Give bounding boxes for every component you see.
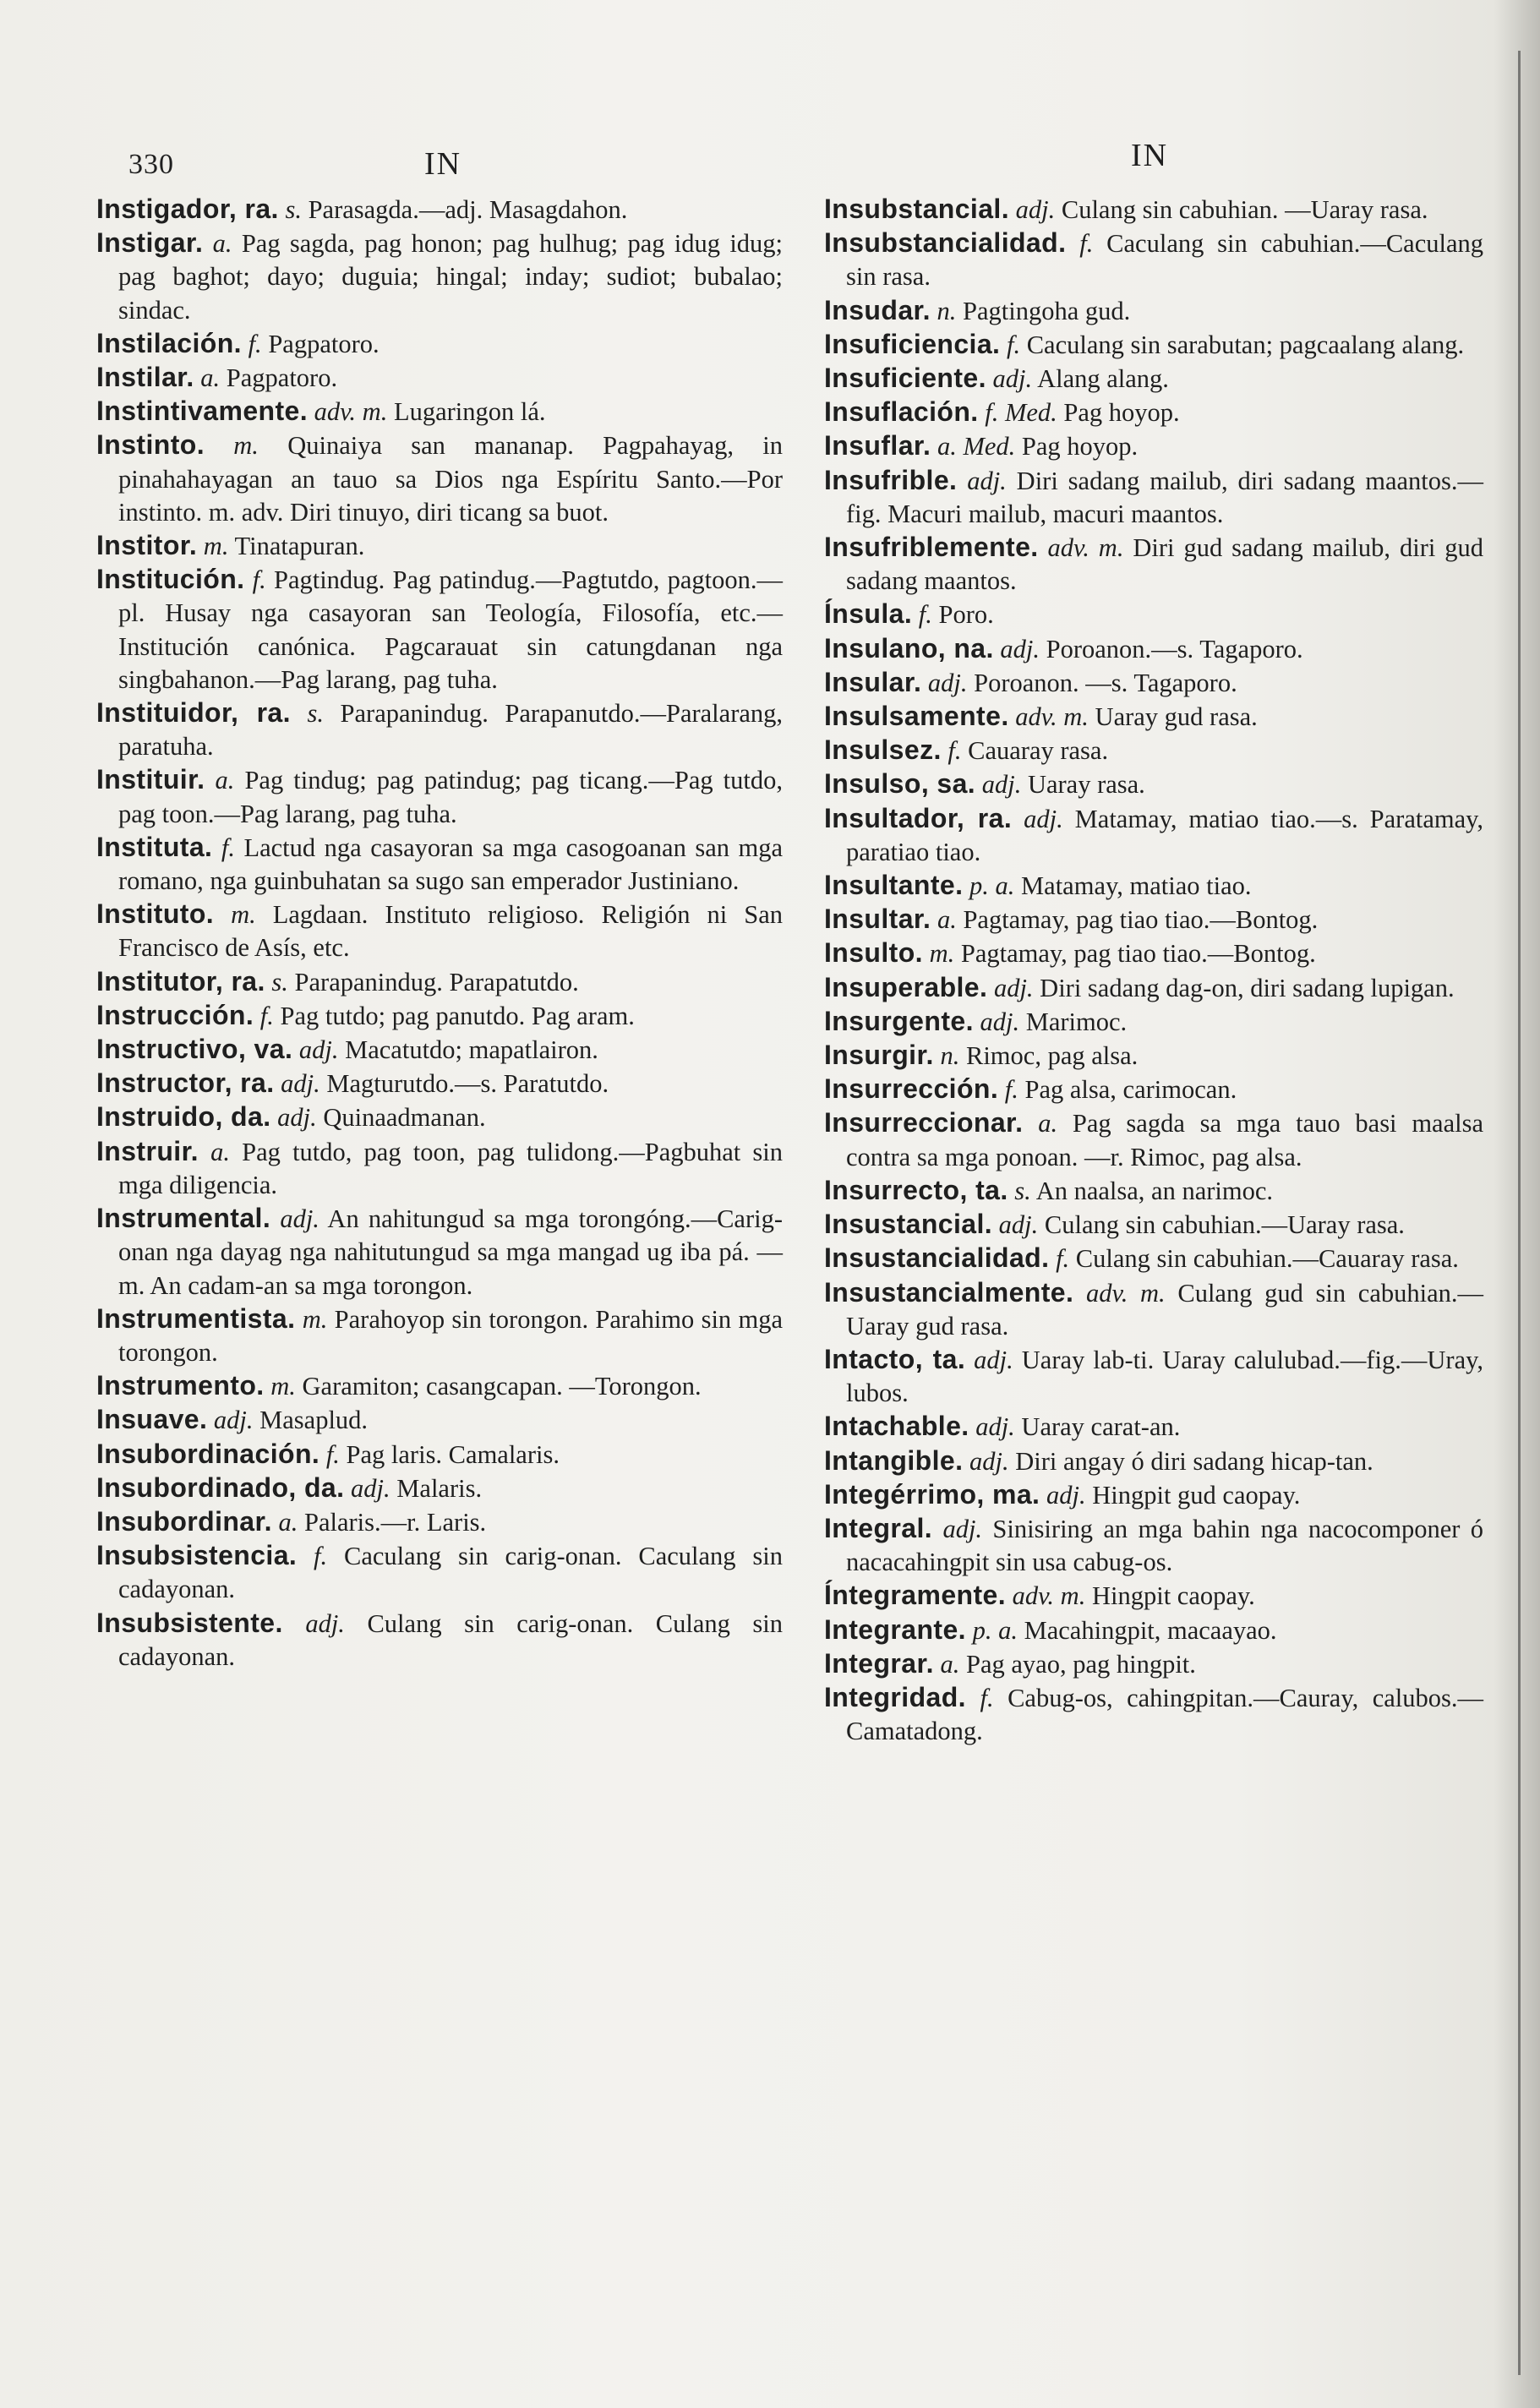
entry-headword: Insubordinar. <box>96 1505 272 1537</box>
entry-headword: Insular. <box>824 666 922 697</box>
entry-headword: Insubordinado, da. <box>96 1472 345 1503</box>
entry-definition: Poroanon. —s. Tagaporo. <box>974 668 1237 697</box>
dictionary-entry <box>96 898 783 964</box>
entry-headword: Insurgente. <box>824 1005 974 1036</box>
right-guide-word: IN <box>1131 138 1169 173</box>
dictionary-entry <box>824 1444 1483 1478</box>
dictionary-entry <box>96 361 783 395</box>
entry-headword: Insustancialmente. <box>824 1276 1074 1308</box>
entry-headword: Instrucción. <box>96 999 254 1030</box>
entry-definition: Caculang sin carig-onan. Caculang sin cadayonan. <box>118 1542 784 1604</box>
entry-definition: Lactud nga casayoran sa mga casogoanan san mga romano, nga guinbuhatan sa sugo san emperador Justiniano. <box>118 833 784 896</box>
dictionary-entry <box>96 1369 783 1403</box>
entry-headword: Instrumental. <box>96 1203 271 1234</box>
entry-headword: Insudar. <box>824 294 931 325</box>
dictionary-entry <box>824 802 1483 869</box>
dictionary-entry <box>96 1505 783 1539</box>
entry-definition: Garamiton; casangcapan. —Torongon. <box>302 1372 702 1401</box>
entry-grammar: adj. <box>998 1210 1039 1240</box>
entry-definition: Parapanindug. Parapatutdo. <box>294 967 579 997</box>
entry-definition: Pag ayao, pag hingpit. <box>966 1649 1196 1679</box>
entry-headword: Integrar. <box>824 1647 934 1679</box>
dictionary-entry <box>824 936 1483 970</box>
entry-grammar: adj. <box>280 1204 319 1234</box>
entry-definition: Pag sagda sa mga tauo basi maalsa contra sa mga ponoan. —r. Rimoc, pag alsa. <box>846 1109 1483 1171</box>
entry-definition: Pag sagda, pag honon; pag hulhug; pag idug idug; pag baghot; dayo; duguia; hingal; inday; sudiot; bubalao; sindac. <box>118 229 784 325</box>
page-edge-shadow <box>1518 51 1521 2375</box>
entry-grammar: adj. <box>980 1007 1020 1036</box>
entry-definition: Pagtindug. Pag patindug.—Pagtutdo, pagtoon.—pl. Husay nga casayoran san Teología, Filosofía, etc.—Institución canónica. Pagcarauat sin catungdanan nga singbahanon.—Pag larang, pag tuha. <box>118 565 783 694</box>
dictionary-entry <box>96 563 783 696</box>
entry-headword: Insuflar. <box>824 430 931 461</box>
entry-headword: Insulso, sa. <box>824 768 976 800</box>
dictionary-entry <box>824 1208 1483 1242</box>
entry-definition: Macatutdo; mapatlairon. <box>345 1035 598 1065</box>
entry-grammar: f. <box>325 1439 340 1469</box>
entry-headword: Integrante. <box>824 1614 966 1645</box>
entry-grammar: s. <box>307 699 324 729</box>
entry-definition: An nahitungud sa mga torongóng.—Carig-onan nga dayag nga nahitutungud sa mga mangad ug iba pá. —m. An cadam-an sa mga torongon. <box>118 1204 783 1300</box>
dictionary-entry <box>96 1403 783 1437</box>
entry-headword: Insulano, na. <box>824 632 994 663</box>
entry-grammar: a. <box>1038 1109 1058 1138</box>
entry-grammar: a. <box>278 1507 298 1537</box>
entry-definition: Culang sin cabuhian.—Cauaray rasa. <box>1075 1244 1459 1274</box>
entry-grammar: f. <box>314 1542 328 1571</box>
entry-definition: Culang sin carig-onan. Culang sin cadayonan. <box>118 1608 784 1671</box>
entry-grammar: adv. m. <box>1015 702 1089 732</box>
dictionary-entry <box>96 395 783 429</box>
entry-headword: Insubsistente. <box>96 1607 283 1638</box>
entry-headword: Instituidor, ra. <box>96 697 291 729</box>
entry-grammar: a. <box>210 1137 230 1166</box>
entry-definition: Parasagda.—adj. Masagdahon. <box>308 195 628 224</box>
entry-definition: Caculang sin sarabutan; pagcaalang alang. <box>1026 330 1465 359</box>
entry-grammar: f. <box>918 600 932 630</box>
entry-grammar: adj. <box>927 668 968 697</box>
dictionary-entry <box>824 1614 1483 1647</box>
entry-grammar: adv. m. <box>1047 533 1124 563</box>
dictionary-entry <box>96 999 783 1033</box>
entry-headword: Insultar. <box>824 904 931 935</box>
entry-headword: Insuave. <box>96 1404 208 1435</box>
entry-definition: Cabug-os, cahingpitan.—Cauray, calubos.—Camatadong. <box>846 1683 1484 1746</box>
dictionary-entry <box>824 396 1483 429</box>
entry-grammar: adv. m. <box>1012 1581 1086 1611</box>
entry-headword: Instigar. <box>96 227 204 259</box>
entry-definition: Matamay, matiao tiao. <box>1021 871 1252 901</box>
entry-headword: Insustancialidad. <box>824 1242 1050 1274</box>
entry-definition: Diri gud sadang mailub, diri gud sadang maantos. <box>846 533 1484 596</box>
dictionary-entry <box>96 831 783 898</box>
entry-definition: Uaray rasa. <box>1027 770 1145 800</box>
dictionary-entry <box>824 1073 1483 1106</box>
entry-definition: Pag laris. Camalaris. <box>346 1439 560 1469</box>
entry-definition: Caculang sin cabuhian.—Caculang sin rasa. <box>846 229 1484 292</box>
dictionary-entry <box>96 1539 783 1606</box>
entry-grammar: n. <box>937 296 957 325</box>
entry-headword: Institución. <box>96 564 245 595</box>
dictionary-entry <box>96 763 783 830</box>
entry-headword: Insufriblemente. <box>824 532 1039 563</box>
entry-definition: Pagpatoro. <box>268 329 380 358</box>
entry-definition: Pag tindug; pag patindug; pag ticang.—Pag tutdo, pag toon.—Pag larang, pag tuha. <box>118 766 783 828</box>
left-guide-word: IN <box>424 146 462 182</box>
dictionary-entry <box>824 1647 1483 1681</box>
entry-grammar: s. <box>285 195 302 224</box>
entry-grammar: f. <box>259 1001 274 1030</box>
entry-grammar: adj. <box>992 364 1033 394</box>
entry-definition: Diri angay ó diri sadang hicap-tan. <box>1015 1446 1373 1476</box>
entry-definition: Poro. <box>938 600 994 630</box>
dictionary-entry <box>96 1033 783 1067</box>
entry-definition: Masaplud. <box>259 1406 369 1435</box>
right-column <box>824 193 1483 1748</box>
entry-grammar: adj. <box>981 770 1022 800</box>
entry-grammar: adj. <box>975 1412 1015 1442</box>
dictionary-entry <box>824 700 1483 734</box>
entry-definition: Lugaringon lá. <box>393 397 546 427</box>
entry-headword: Instrumentista. <box>96 1302 296 1334</box>
entry-headword: Insurgir. <box>824 1040 934 1071</box>
dictionary-entry <box>824 328 1483 362</box>
dictionary-entry <box>824 1410 1483 1444</box>
dictionary-entry <box>824 632 1483 666</box>
entry-grammar: adj. <box>942 1514 983 1543</box>
dictionary-entry <box>824 464 1483 531</box>
entry-headword: Instigador, ra. <box>96 194 279 224</box>
entry-headword: Instruido, da. <box>96 1101 271 1133</box>
dictionary-entry <box>96 1135 783 1202</box>
entry-grammar: adj. <box>993 973 1034 1002</box>
entry-grammar: adj. <box>967 466 1007 495</box>
entry-definition: Cauaray rasa. <box>968 736 1109 766</box>
dictionary-entry <box>96 227 783 327</box>
entry-definition: Culang sin cabuhian.—Uaray rasa. <box>1044 1210 1405 1240</box>
entry-definition: Rimoc, pag alsa. <box>965 1041 1139 1071</box>
dictionary-entry <box>824 598 1483 631</box>
entry-grammar: p. a. <box>969 871 1015 901</box>
entry-definition: Alang alang. <box>1037 364 1169 394</box>
entry-headword: Insultante. <box>824 870 964 901</box>
entry-grammar: m. <box>929 939 955 969</box>
entry-headword: Insulto. <box>824 937 923 969</box>
entry-headword: Institor. <box>96 530 198 561</box>
entry-grammar: f. <box>1004 1075 1018 1105</box>
dictionary-entry <box>824 734 1483 767</box>
dictionary-entry <box>824 1106 1483 1173</box>
entry-grammar: a. <box>937 905 957 935</box>
dictionary-entry <box>96 529 783 563</box>
dictionary-entry <box>96 429 783 529</box>
entry-definition: Pag alsa, carimocan. <box>1024 1075 1237 1105</box>
entry-headword: Insuperable. <box>824 971 988 1002</box>
entry-headword: Insubstancial. <box>824 194 1009 224</box>
entry-grammar: f. <box>248 329 262 358</box>
entry-headword: Instituir. <box>96 764 205 795</box>
entry-definition: Pag hoyop. <box>1063 398 1180 428</box>
entry-headword: Instructivo, va. <box>96 1034 293 1065</box>
entry-definition: Uaray lab-ti. Uaray calulubad.—fig.—Uray, lubos. <box>846 1345 1483 1408</box>
entry-definition: Macahingpit, macaayao. <box>1024 1615 1277 1645</box>
dictionary-entry <box>96 696 783 763</box>
left-column <box>96 193 783 1674</box>
entry-grammar: adj. <box>1024 804 1063 833</box>
entry-grammar: m. <box>233 431 259 461</box>
dictionary-entry <box>96 1438 783 1472</box>
entry-grammar: adj. <box>305 1608 345 1638</box>
entry-headword: Instintivamente. <box>96 396 309 427</box>
entry-definition: Pagtamay, pag tiao tiao.—Bontog. <box>960 939 1316 969</box>
dictionary-entry <box>96 1472 783 1505</box>
entry-grammar: adj. <box>277 1103 317 1133</box>
entry-definition: Pag tutdo; pag panutdo. Pag aram. <box>280 1001 635 1030</box>
dictionary-entry <box>824 362 1483 396</box>
entry-grammar: a. <box>215 766 235 795</box>
dictionary-entry <box>824 294 1483 328</box>
entry-grammar: a. <box>200 363 221 393</box>
entry-headword: Insulsamente. <box>824 701 1009 732</box>
entry-definition: Hingpit caopay. <box>1091 1581 1255 1611</box>
entry-grammar: f. <box>252 565 266 595</box>
dictionary-entry <box>824 1276 1483 1343</box>
entry-grammar: a. <box>940 1649 960 1679</box>
entry-grammar: adj. <box>1000 634 1040 663</box>
entry-grammar: f. Med. <box>985 398 1057 428</box>
entry-headword: Integridad. <box>824 1681 966 1712</box>
entry-grammar: adj. <box>974 1345 1013 1374</box>
entry-headword: Insurrecto, ta. <box>824 1174 1008 1205</box>
dictionary-entry <box>824 1174 1483 1208</box>
entry-grammar: f. <box>1006 330 1021 359</box>
entry-headword: Insuficiencia. <box>824 328 1001 359</box>
entry-headword: Intacto, ta. <box>824 1343 966 1374</box>
entry-headword: Insuflación. <box>824 396 979 428</box>
entry-grammar: adj. <box>1046 1480 1086 1510</box>
entry-grammar: adj. <box>969 1446 1009 1476</box>
entry-definition: An naalsa, an narimoc. <box>1035 1176 1274 1205</box>
dictionary-entry <box>824 1343 1483 1410</box>
entry-headword: Intachable. <box>824 1411 969 1442</box>
dictionary-entry <box>96 1302 783 1369</box>
dictionary-entry <box>824 429 1483 463</box>
entry-grammar: f. <box>947 736 962 766</box>
entry-definition: Quinaadmanan. <box>323 1103 486 1133</box>
dictionary-entry <box>824 971 1483 1005</box>
entry-headword: Insufrible. <box>824 464 958 495</box>
entry-headword: Insurrección. <box>824 1073 999 1105</box>
entry-grammar: f. <box>1056 1244 1070 1274</box>
entry-headword: Íntegramente. <box>824 1580 1007 1611</box>
entry-grammar: n. <box>940 1041 960 1071</box>
entry-grammar: a. <box>212 229 232 259</box>
entry-headword: Instituto. <box>96 898 215 930</box>
entry-definition: Diri sadang dag-on, diri sadang lupigan. <box>1040 973 1455 1002</box>
dictionary-entry <box>96 1607 783 1674</box>
dictionary-entry <box>824 666 1483 700</box>
entry-headword: Integral. <box>824 1512 933 1543</box>
entry-definition: Magturutdo.—s. Paratutdo. <box>326 1069 609 1099</box>
entry-headword: Ínsula. <box>824 598 913 630</box>
page-number: 330 <box>128 149 174 180</box>
entry-definition: Matamay, matiao tiao.—s. Paratamay, paratiao tiao. <box>846 804 1484 866</box>
entry-grammar: adj. <box>298 1035 339 1065</box>
entry-headword: Instilación. <box>96 327 242 358</box>
dictionary-entry <box>824 1512 1483 1579</box>
entry-grammar: a. Med. <box>937 432 1016 461</box>
dictionary-entry <box>824 1242 1483 1275</box>
entry-definition: Quinaiya san mananap. Pagpahayag, in pinahahayagan an tauo sa Dios nga Espíritu Santo.—Por instinto. m. adv. Diri tinuyo, diri ticang sa buot. <box>118 431 784 527</box>
entry-headword: Insubordinación. <box>96 1438 320 1469</box>
entry-definition: Culang sin cabuhian. —Uaray rasa. <box>1061 195 1428 224</box>
entry-grammar: m. <box>302 1304 328 1334</box>
dictionary-entry <box>824 869 1483 903</box>
dictionary-entry <box>824 531 1483 598</box>
entry-definition: Pagtingoha gud. <box>963 296 1131 325</box>
entry-grammar: adv. m. <box>1085 1278 1166 1308</box>
dictionary-entry <box>824 767 1483 801</box>
entry-definition: Culang gud sin cabuhian.—Uaray gud rasa. <box>846 1278 1484 1341</box>
entry-definition: Pagpatoro. <box>226 363 338 393</box>
entry-grammar: f. <box>980 1683 994 1712</box>
entry-grammar: adj. <box>213 1406 254 1435</box>
dictionary-entry <box>824 1478 1483 1512</box>
dictionary-entry <box>824 1579 1483 1613</box>
entry-headword: Insuficiente. <box>824 363 986 394</box>
dictionary-entry <box>824 193 1483 227</box>
entry-definition: Parapanindug. Parapanutdo.—Paralarang, paratuha. <box>118 699 784 762</box>
entry-definition: Diri sadang mailub, diri sadang maantos.—fig. Macuri mailub, macuri maantos. <box>846 466 1483 528</box>
entry-headword: Insultador, ra. <box>824 802 1013 833</box>
dictionary-entry <box>824 1039 1483 1073</box>
entry-definition: Uaray carat-an. <box>1021 1412 1181 1442</box>
entry-definition: Pagtamay, pag tiao tiao.—Bontog. <box>963 905 1319 935</box>
dictionary-entry <box>96 193 783 227</box>
entry-headword: Insubsistencia. <box>96 1540 298 1571</box>
entry-grammar: p. a. <box>972 1615 1018 1645</box>
entry-grammar: m. <box>231 900 256 930</box>
entry-grammar: adj. <box>351 1473 390 1503</box>
entry-headword: Insustancial. <box>824 1209 993 1240</box>
entry-grammar: m. <box>203 532 229 561</box>
entry-grammar: s. <box>271 967 288 997</box>
entry-definition: Palaris.—r. Laris. <box>304 1507 487 1537</box>
entry-grammar: s. <box>1014 1176 1031 1205</box>
entry-definition: Pag tutdo, pag toon, pag tulidong.—Pagbuhat sin mga diligencia. <box>118 1137 783 1199</box>
entry-grammar: adj. <box>1015 195 1056 224</box>
dictionary-entry <box>824 227 1483 293</box>
entry-definition: Sinisiring an mga bahin nga nacocomponer ó nacacahingpit sin usa cabug-os. <box>846 1514 1484 1577</box>
entry-grammar: adv. m. <box>314 397 388 427</box>
entry-headword: Instinto. <box>96 429 205 461</box>
entry-headword: Institutor, ra. <box>96 965 265 997</box>
dictionary-entry <box>96 965 783 999</box>
entry-headword: Instituta. <box>96 831 213 862</box>
entry-definition: Pag hoyop. <box>1021 432 1139 461</box>
dictionary-entry <box>824 1005 1483 1039</box>
entry-grammar: f. <box>221 833 235 862</box>
entry-headword: Insurreccionar. <box>824 1107 1024 1138</box>
entry-headword: Intangible. <box>824 1444 964 1476</box>
entry-definition: Poroanon.—s. Tagaporo. <box>1046 634 1303 663</box>
dictionary-entry <box>96 1100 783 1134</box>
entry-definition: Uaray gud rasa. <box>1095 702 1258 732</box>
entry-definition: Lagdaan. Instituto religioso. Religión ni San Francisco de Asís, etc. <box>118 900 783 963</box>
entry-headword: Instrumento. <box>96 1370 265 1401</box>
entry-headword: Insubstancialidad. <box>824 227 1067 259</box>
dictionary-entry <box>96 1067 783 1100</box>
entry-headword: Instructor, ra. <box>96 1067 275 1099</box>
entry-grammar: adj. <box>281 1069 320 1099</box>
dictionary-entry <box>96 1202 783 1302</box>
entry-definition: Malaris. <box>396 1473 483 1503</box>
entry-headword: Insulsez. <box>824 734 942 766</box>
entry-grammar: f. <box>1079 229 1094 259</box>
entry-definition: Tinatapuran. <box>234 532 365 561</box>
entry-headword: Integérrimo, ma. <box>824 1478 1040 1510</box>
entry-definition: Marimoc. <box>1025 1007 1128 1036</box>
entry-headword: Instruir. <box>96 1135 199 1166</box>
dictionary-entry <box>824 1681 1483 1748</box>
entry-grammar: m. <box>270 1372 296 1401</box>
entry-definition: Hingpit gud caopay. <box>1092 1480 1301 1510</box>
dictionary-entry <box>96 327 783 361</box>
entry-headword: Instilar. <box>96 362 194 393</box>
dictionary-entry <box>824 903 1483 936</box>
entry-definition: Parahoyop sin torongon. Parahimo sin mga torongon. <box>118 1304 783 1367</box>
